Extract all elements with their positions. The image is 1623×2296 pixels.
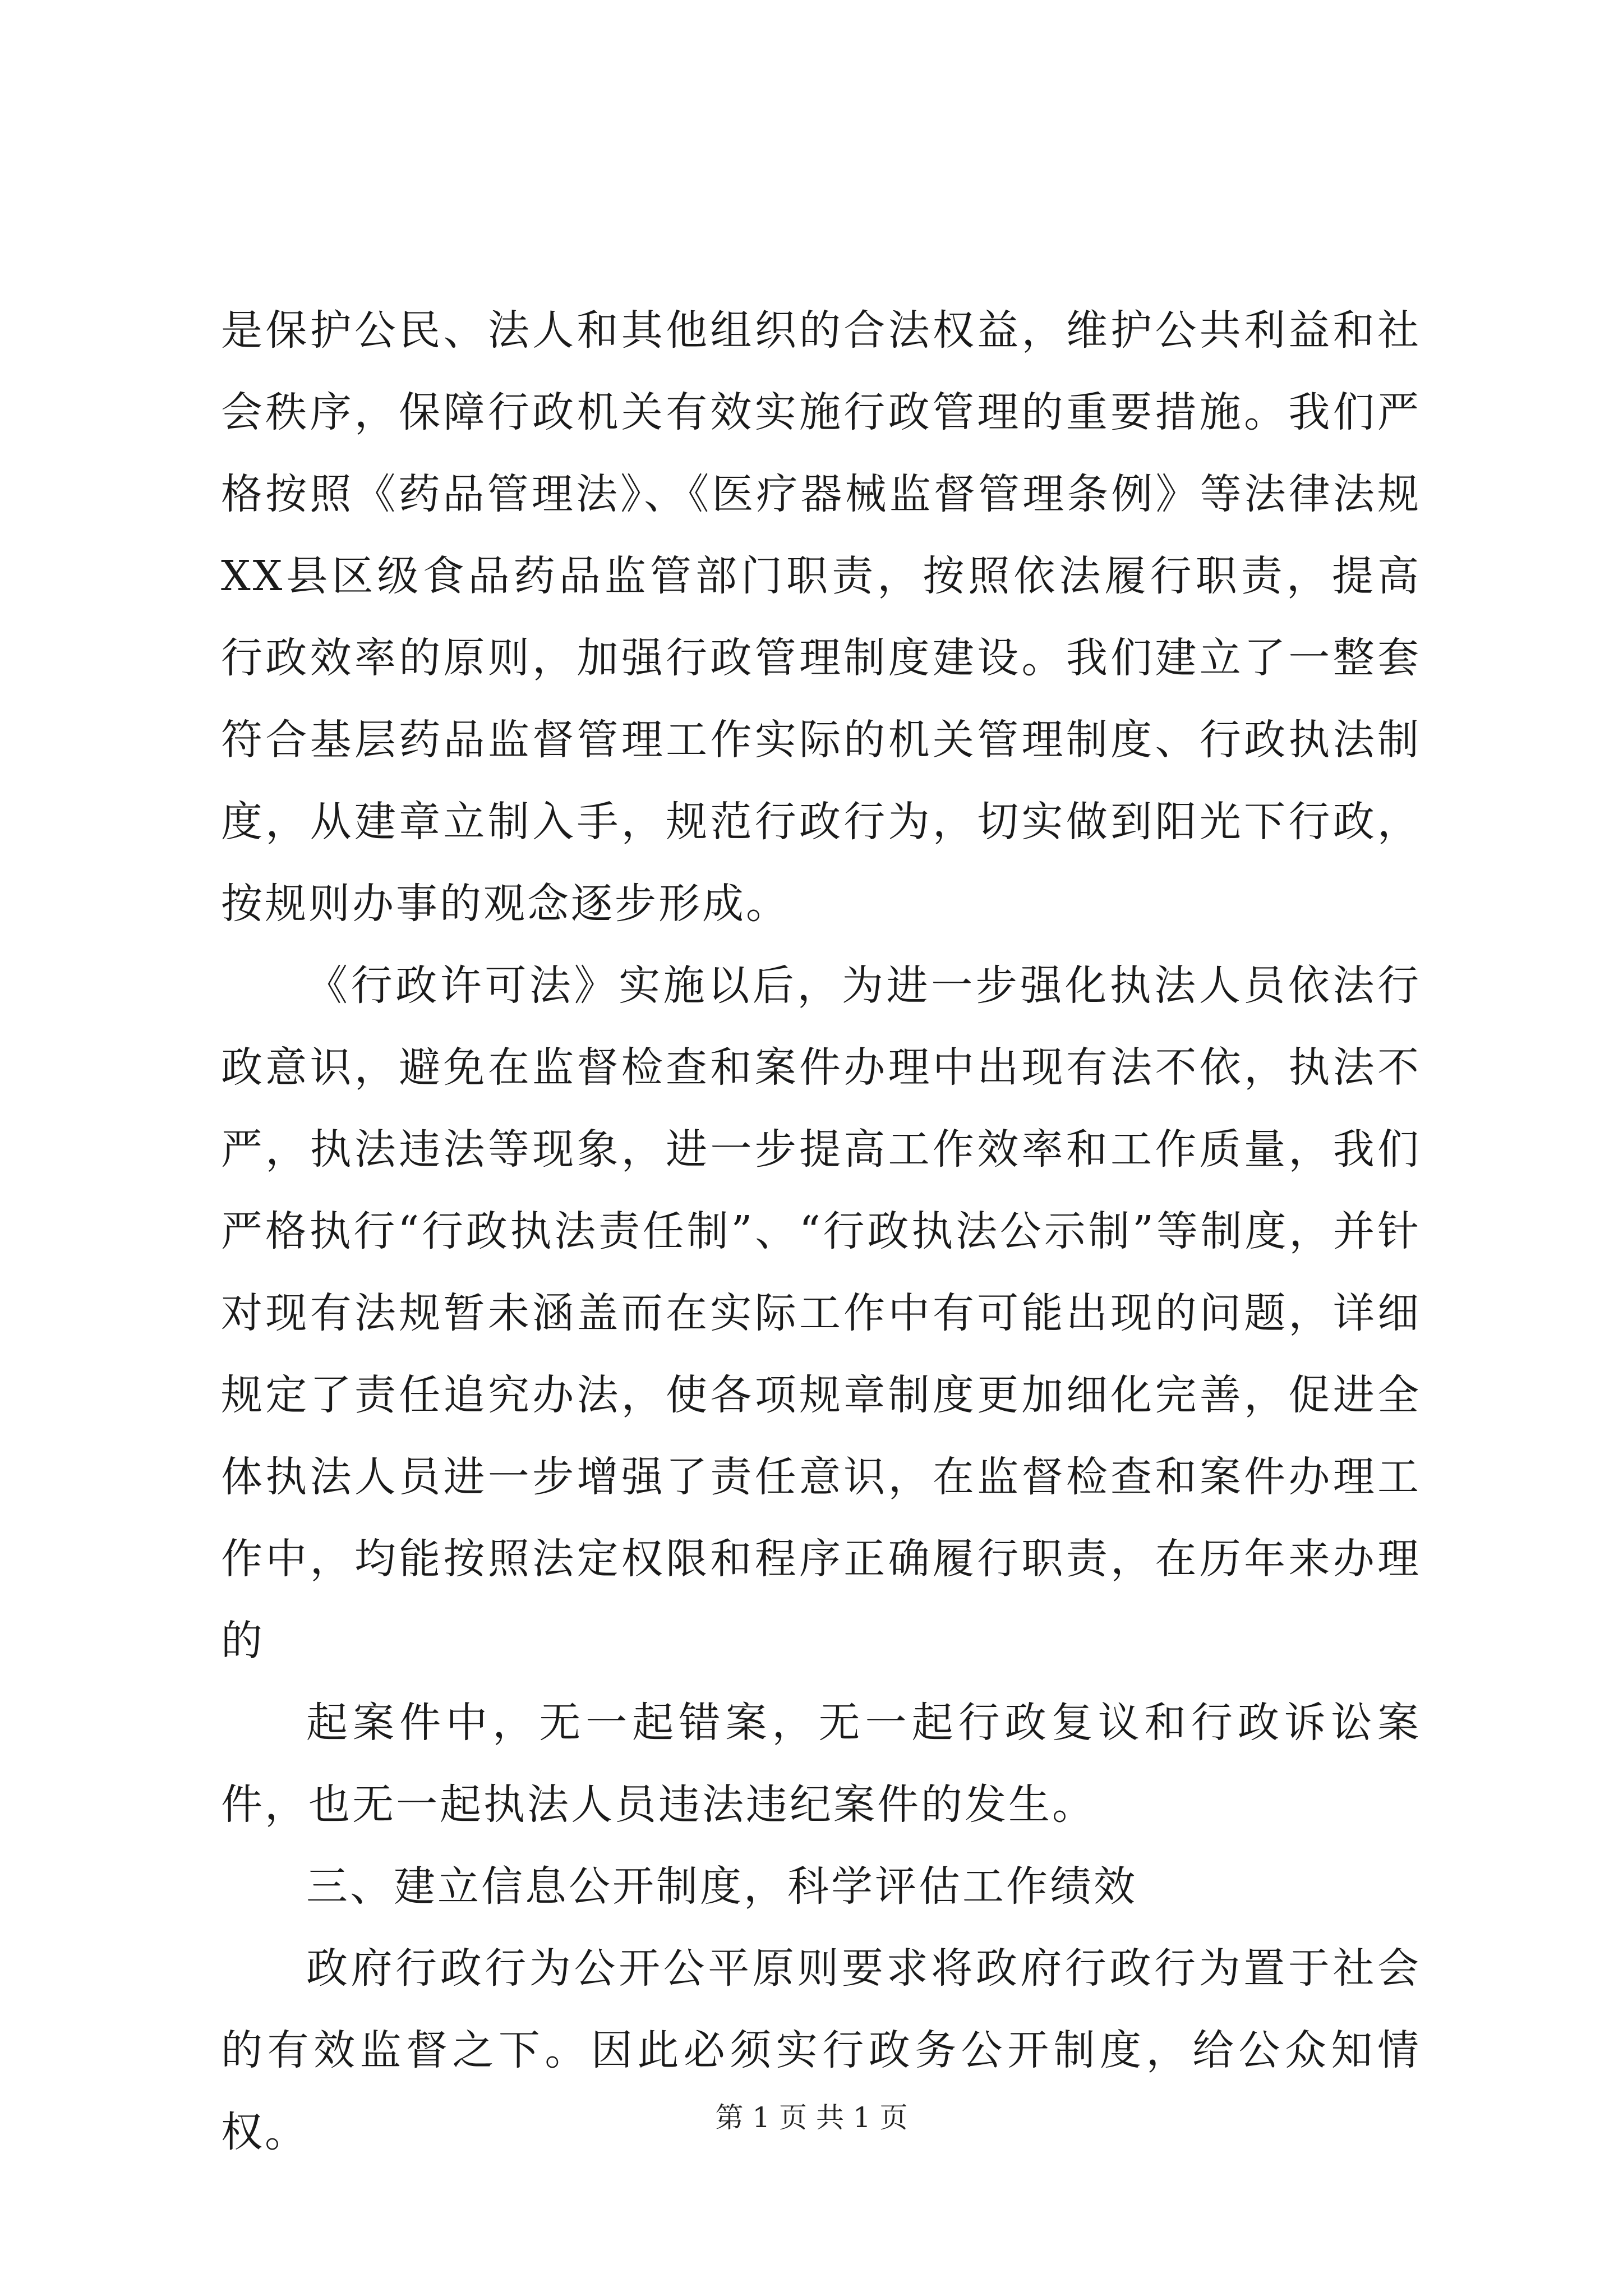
document-body	[221, 289, 1421, 2173]
paragraph-2: 《行政许可法》实施以后，为进一步强化执法人员依法行政意识，避免在监督检查和案件办理中出现有法不依，执法不严，执法违法等现象，进一步提高工作效率和工作质量，我们严格执行“行政执法责任制”、“行政执法公示制”等制度，并针对现有法规暂未涵盖而在实际工作中有可能出现的问题，详细规定了责任追究办法，使各项规章制度更加细化完善，促进全体执法人员进一步增强了责任意识，在监督检查和案件办理工作中，均能按照法定权限和程序正确履行职责，在历年来办理的	[221, 961, 1421, 1665]
paragraph-3: 起案件中，无一起错案，无一起行政复议和行政诉讼案件，也无一起执法人员违法违纪案件的发生。	[221, 1699, 1421, 1829]
section-heading-3: 三、建立信息公开制度，科学评估工作绩效	[306, 1862, 1137, 1911]
page-number-footer: 第 1 页 共 1 页	[715, 2101, 908, 2134]
paragraph-1: 是保护公民、法人和其他组织的合法权益，维护公共利益和社会秩序，保障行政机关有效实施行政管理的重要措施。我们严格按照《药品管理法》、《医疗器械监督管理条例》等法律法规XX县区级食品药品监管部门职责，按照依法履行职责，提高行政效率的原则，加强行政管理制度建设。我们建立了一整套符合基层药品监督管理工作实际的机关管理制度、行政执法制度，从建章立制入手，规范行政行为，切实做到阳光下行政，按规则办事的观念逐步形成。	[221, 306, 1421, 928]
paragraph-4: 政府行政行为公开公平原则要求将政府行政行为置于社会的有效监督之下。因此必须实行政务公开制度，给公众知情权。	[221, 1944, 1421, 2156]
